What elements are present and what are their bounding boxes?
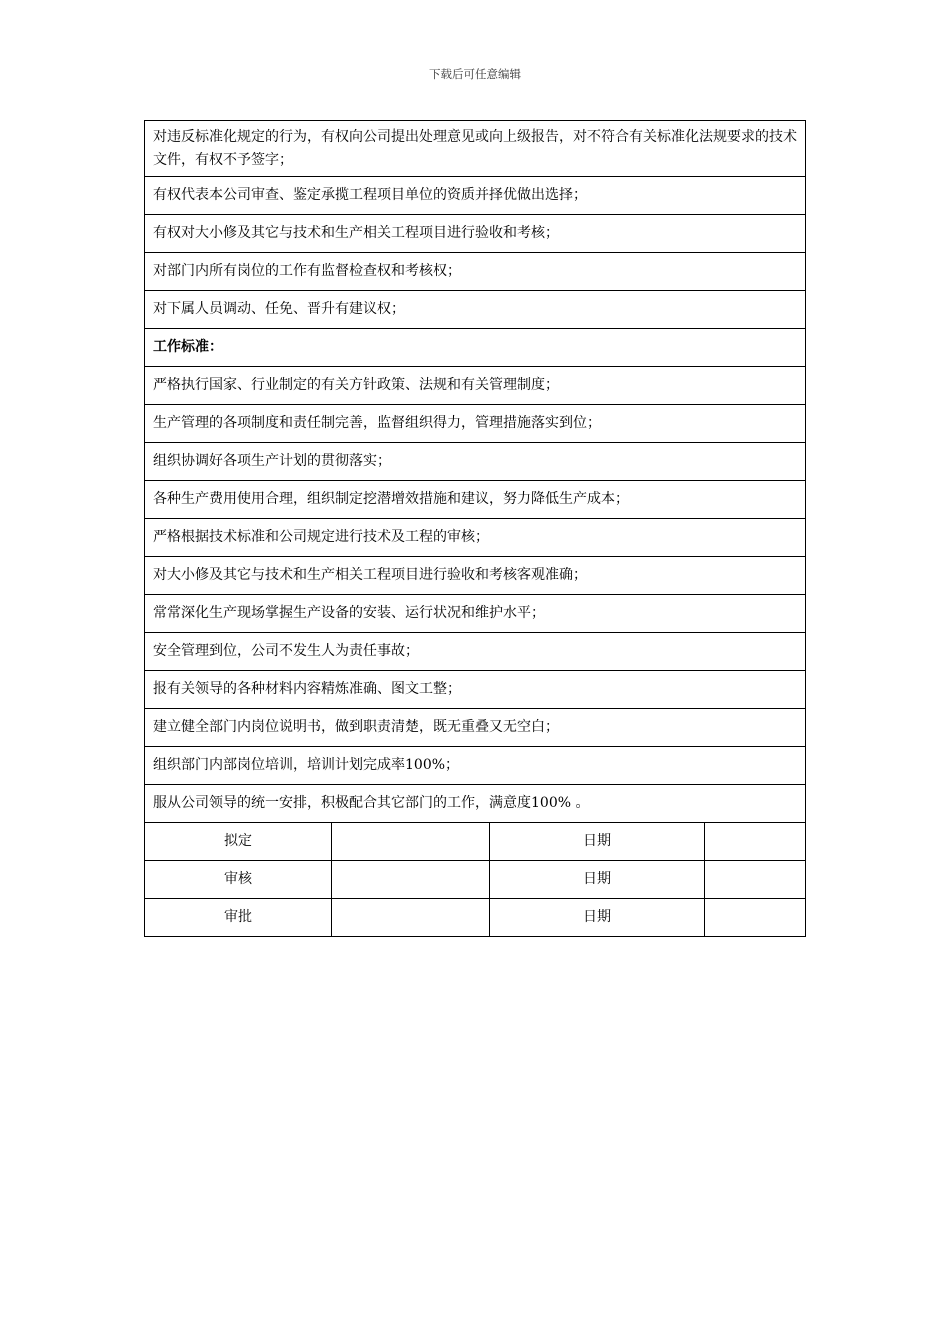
- standard-item: 严格执行国家、行业制定的有关方针政策、法规和有关管理制度；: [145, 367, 806, 405]
- table-row: [145, 177, 806, 215]
- signoff-row-draft: [145, 823, 806, 861]
- date-value-field[interactable]: [705, 823, 806, 861]
- table-row: [145, 671, 806, 709]
- standard-item: 安全管理到位，公司不发生人为责任事故；: [145, 633, 806, 671]
- standard-item: 报有关领导的各种材料内容精炼准确、图文工整；: [145, 671, 806, 709]
- signoff-row-approve: [145, 899, 806, 937]
- section-heading-work-standards: 工作标准：: [145, 329, 806, 367]
- table-row: [145, 595, 806, 633]
- date-label: 日期: [490, 823, 705, 861]
- table-row: [145, 215, 806, 253]
- signoff-value-field[interactable]: [332, 899, 490, 937]
- authority-item: 有权对大小修及其它与技术和生产相关工程项目进行验收和考核；: [145, 215, 806, 253]
- authority-item: 对违反标准化规定的行为，有权向公司提出处理意见或向上级报告，对不符合有关标准化法规要求的技术文件，有权不予签字；: [145, 121, 806, 177]
- table-row: [145, 633, 806, 671]
- signoff-label: 审批: [145, 899, 332, 937]
- signoff-value-field[interactable]: [332, 861, 490, 899]
- table-row: [145, 121, 806, 177]
- standard-item: 严格根据技术标准和公司规定进行技术及工程的审核；: [145, 519, 806, 557]
- authority-item: 有权代表本公司审查、鉴定承揽工程项目单位的资质并择优做出选择；: [145, 177, 806, 215]
- authority-item: 对部门内所有岗位的工作有监督检查权和考核权；: [145, 253, 806, 291]
- table-row: [145, 405, 806, 443]
- table-row: [145, 747, 806, 785]
- standard-item: 对大小修及其它与技术和生产相关工程项目进行验收和考核客观准确；: [145, 557, 806, 595]
- table-row: [145, 557, 806, 595]
- standard-item: 组织协调好各项生产计划的贯彻落实；: [145, 443, 806, 481]
- table-row: [145, 367, 806, 405]
- date-value-field[interactable]: [705, 861, 806, 899]
- table-row: [145, 443, 806, 481]
- standard-item: 生产管理的各项制度和责任制完善，监督组织得力，管理措施落实到位；: [145, 405, 806, 443]
- standard-item: 各种生产费用使用合理，组织制定挖潜增效措施和建议，努力降低生产成本；: [145, 481, 806, 519]
- table-row: [145, 519, 806, 557]
- date-label: 日期: [490, 861, 705, 899]
- signoff-value-field[interactable]: [332, 823, 490, 861]
- table-row: [145, 785, 806, 823]
- standard-item: 组织部门内部岗位培训，培训计划完成率100%；: [145, 747, 806, 785]
- standard-item: 服从公司领导的统一安排，积极配合其它部门的工作，满意度100% 。: [145, 785, 806, 823]
- table-row: [145, 709, 806, 747]
- signoff-label: 拟定: [145, 823, 332, 861]
- standard-item: 建立健全部门内岗位说明书，做到职责清楚，既无重叠又无空白；: [145, 709, 806, 747]
- table-row: [145, 481, 806, 519]
- signoff-label: 审核: [145, 861, 332, 899]
- table-row: [145, 253, 806, 291]
- date-label: 日期: [490, 899, 705, 937]
- authority-item: 对下属人员调动、任免、晋升有建议权；: [145, 291, 806, 329]
- signoff-row-review: [145, 861, 806, 899]
- standard-item: 常常深化生产现场掌握生产设备的安装、运行状况和维护水平；: [145, 595, 806, 633]
- job-description-table: [144, 120, 806, 937]
- page-header: 下载后可任意编辑: [429, 67, 521, 81]
- table-row: [145, 291, 806, 329]
- date-value-field[interactable]: [705, 899, 806, 937]
- table-row: [145, 329, 806, 367]
